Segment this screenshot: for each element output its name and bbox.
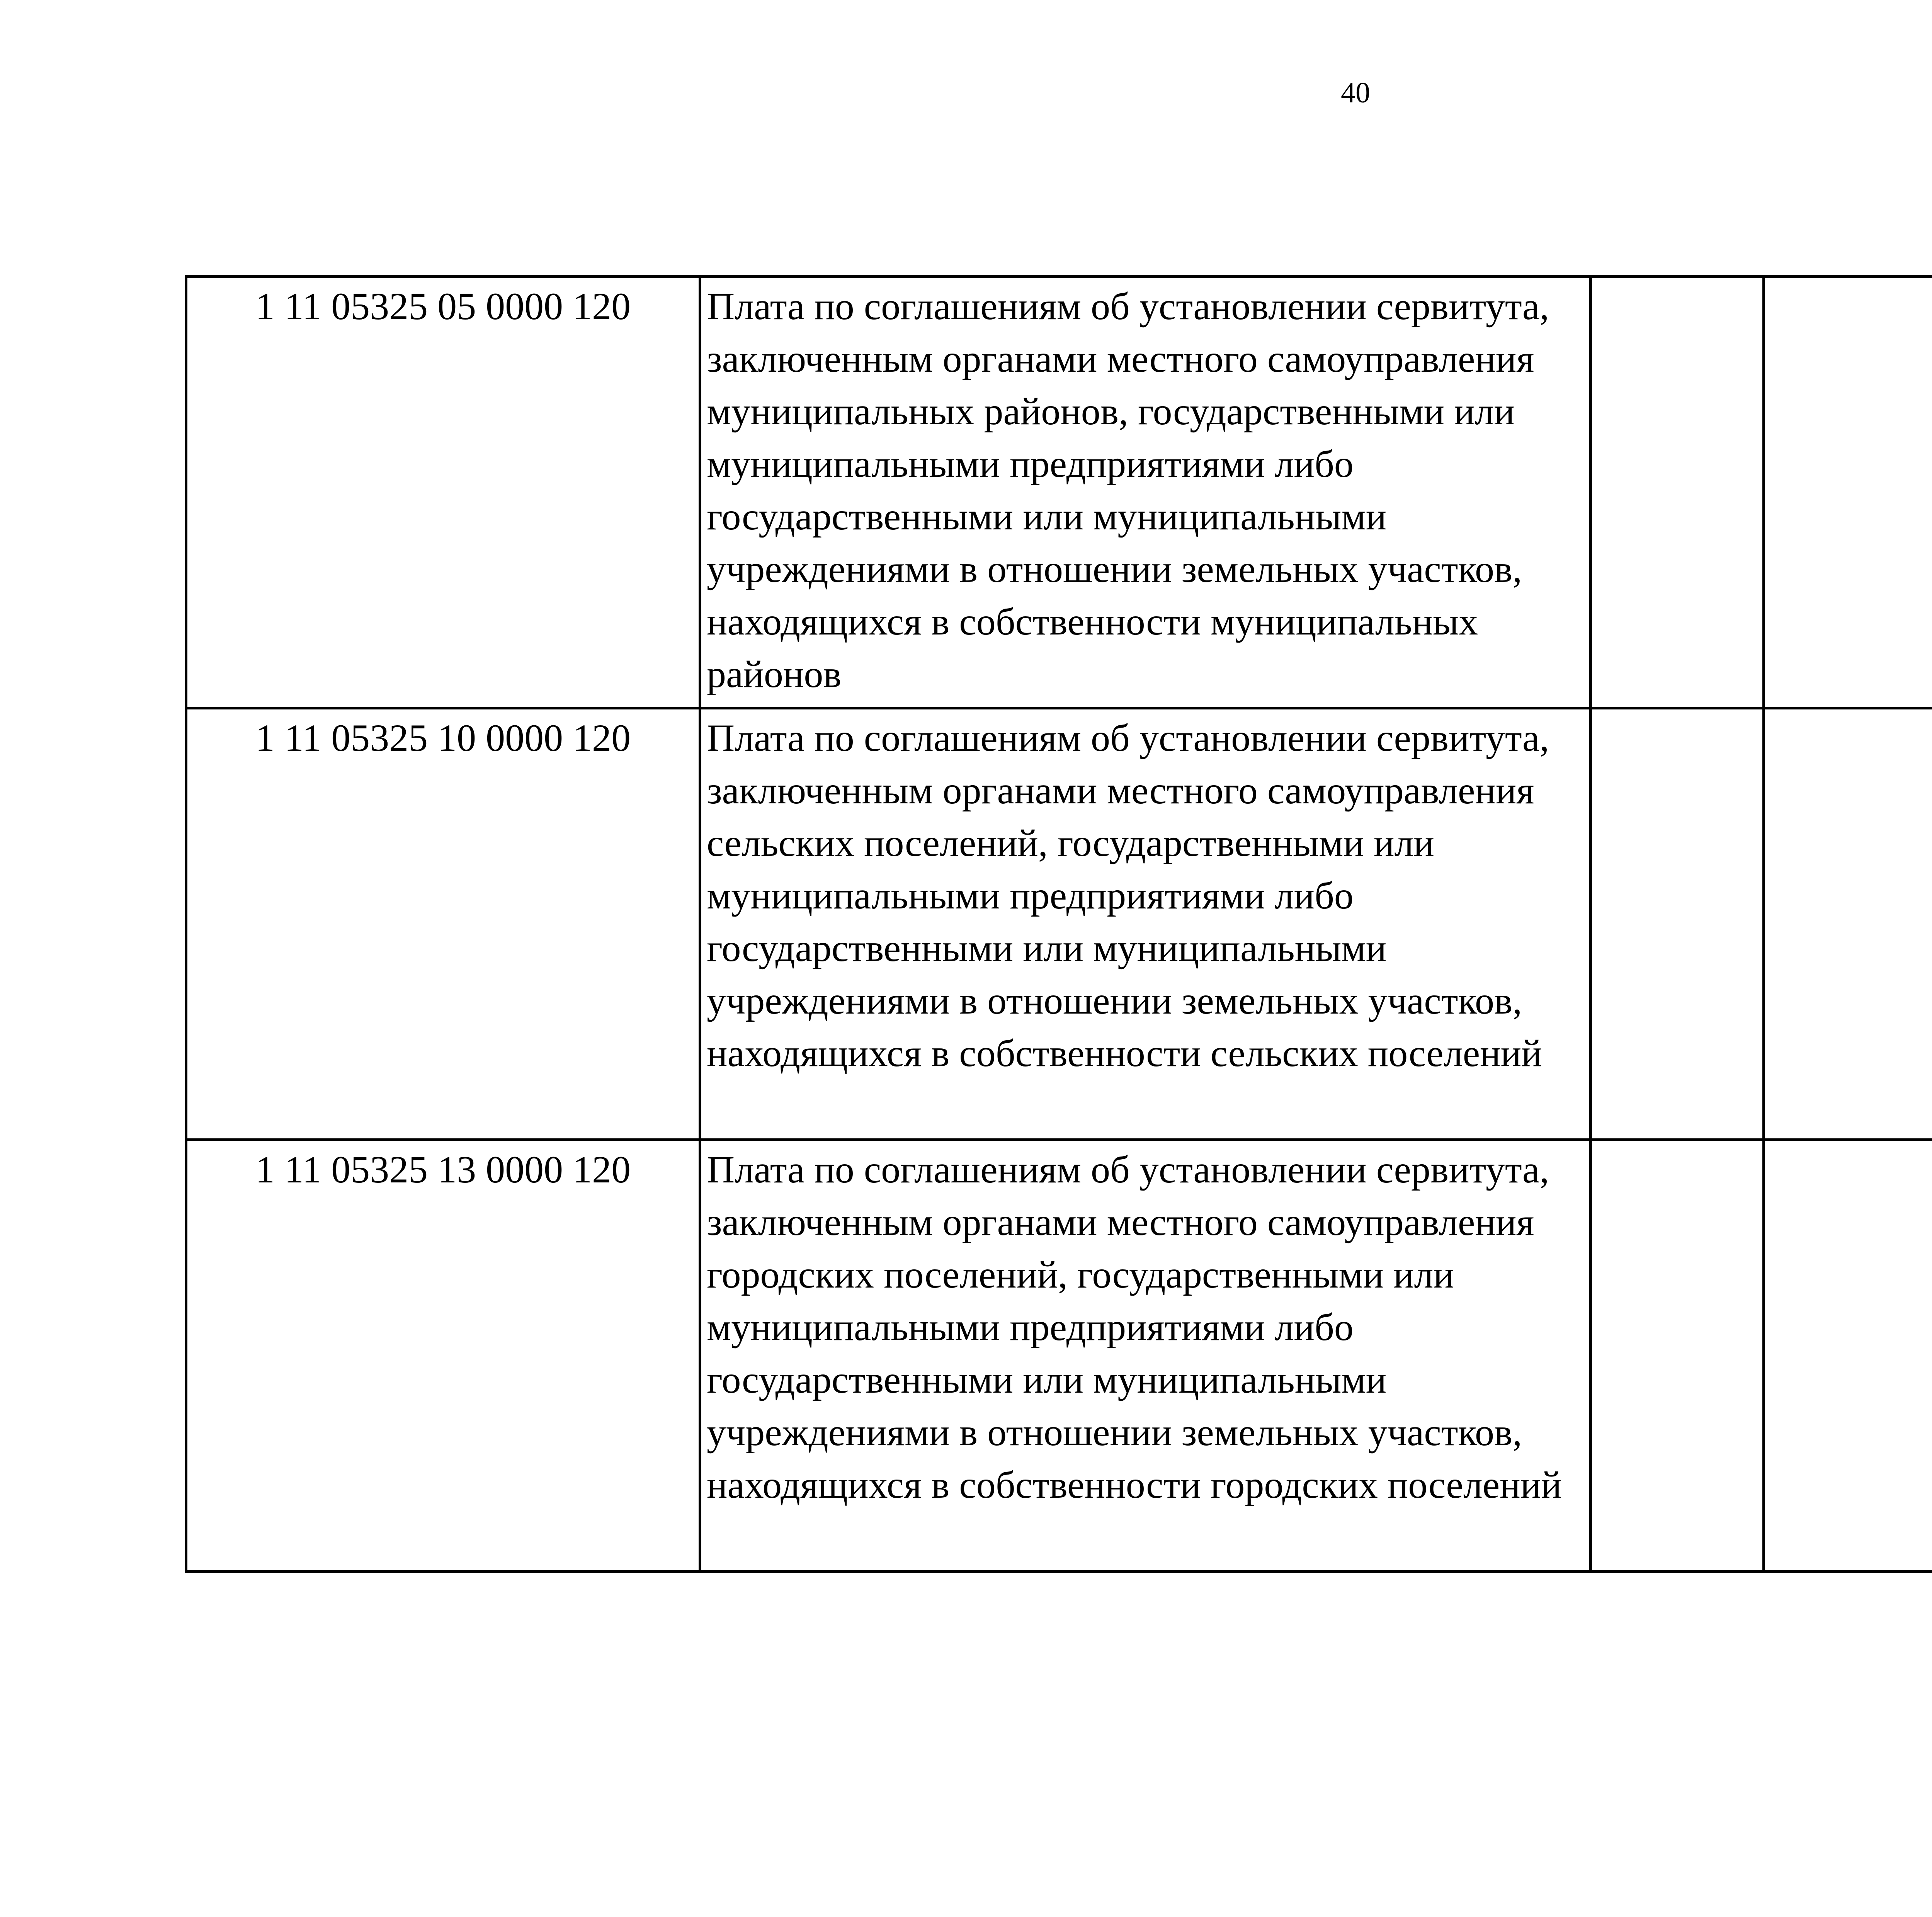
budget-code-cell: 1 11 05325 13 0000 120 [186, 1140, 700, 1572]
page-number: 40 [1341, 77, 1370, 109]
value-cell [1764, 708, 1932, 1140]
table-row [186, 1140, 1932, 1572]
budget-code-cell: 1 11 05325 10 0000 120 [186, 708, 700, 1140]
table-row [186, 277, 1932, 708]
value-cell [1591, 1140, 1764, 1572]
value-cell [1764, 277, 1932, 708]
table-row [186, 708, 1932, 1140]
revenue-distribution-table [185, 275, 1932, 1573]
revenue-description-cell: Плата по соглашениям об установлении сервитута, заключенным органами местного самоуправления сельских поселений, государственными или муниципальными предприятиями либо государственными или муниципальными учреждениями в отношении земельных участков, находящихся в собственности сельских поселений [700, 708, 1591, 1140]
budget-code-cell: 1 11 05325 05 0000 120 [186, 277, 700, 708]
revenue-description-cell: Плата по соглашениям об установлении сервитута, заключенным органами местного самоуправления муниципальных районов, государственными или муниципальными предприятиями либо государственными или муниципальными учреждениями в отношении земельных участков, находящихся в собственности муниципальных районов [700, 277, 1591, 708]
revenue-description-cell: Плата по соглашениям об установлении сервитута, заключенным органами местного самоуправления городских поселений, государственными или муниципальными предприятиями либо государственными или муниципальными учреждениями в отношении земельных участков, находящихся в собственности городских поселений [700, 1140, 1591, 1572]
value-cell [1591, 277, 1764, 708]
value-cell [1764, 1140, 1932, 1572]
value-cell [1591, 708, 1764, 1140]
